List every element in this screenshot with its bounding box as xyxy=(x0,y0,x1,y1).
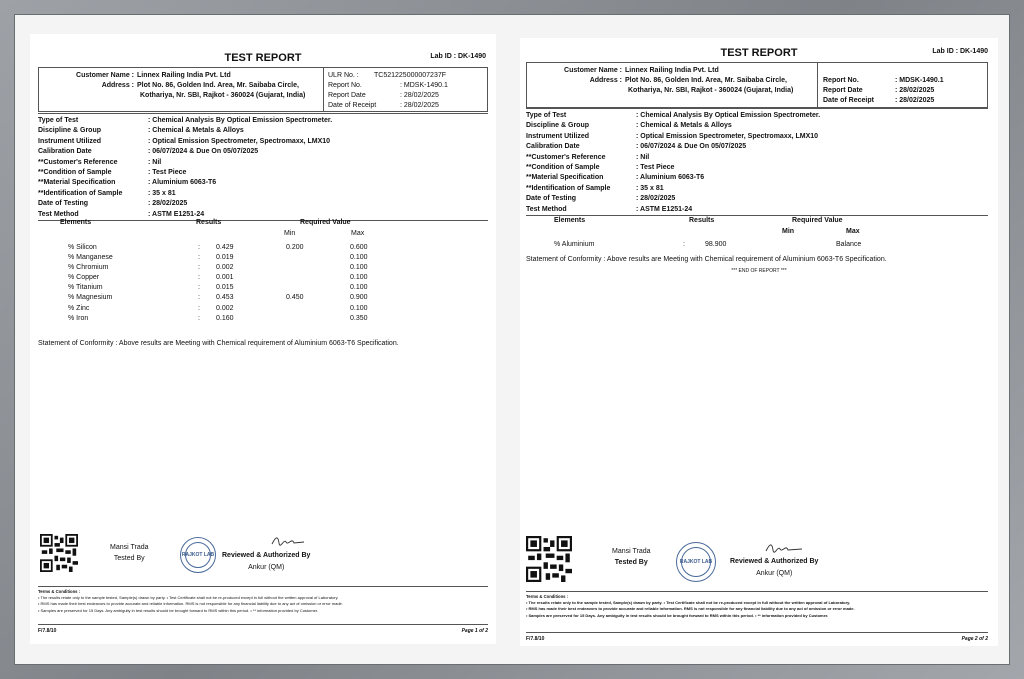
results-header-label: Results xyxy=(689,217,715,224)
max-header: Max xyxy=(351,230,365,237)
result-value: 0.160 xyxy=(216,314,234,322)
ulr-value: TC521225000007237F xyxy=(374,72,447,79)
max-value: 0.100 xyxy=(350,264,368,272)
box-divider xyxy=(323,68,324,111)
detail-row xyxy=(38,137,488,147)
result-value: 0.453 xyxy=(216,294,234,302)
max-value: 0.600 xyxy=(350,244,368,251)
detail-value: : ASTM E1251-24 xyxy=(148,210,205,218)
tested-by-label: Tested By xyxy=(614,559,648,566)
report-header xyxy=(30,52,496,68)
results-rows xyxy=(526,241,990,251)
result-row xyxy=(38,244,488,254)
element-name: % Silicon xyxy=(68,244,97,251)
detail-row xyxy=(526,184,988,194)
max-value: 0.100 xyxy=(350,274,368,282)
detail-value: : Chemical Analysis By Optical Emission Spectrometer. xyxy=(636,112,821,119)
term-line: • RMS has made their best endeavors to provide accurate and reliable information. RMS is not responsible for any financial liability due to any act of omission or error made. xyxy=(38,601,343,607)
min-value: 0.200 xyxy=(286,244,304,251)
report-date-value: : 28/02/2025 xyxy=(895,87,935,94)
report-date-label: Report Date xyxy=(328,92,366,99)
detail-row xyxy=(38,147,488,157)
detail-key: Date of Testing xyxy=(38,200,89,208)
results-header-label: Results xyxy=(196,219,222,226)
min-header: Min xyxy=(782,228,795,235)
term-line: • Samples are preserved for 15 Days. Any ambiguity in test results should be brought forward to RMS within this period. • ** information provided by Customer. xyxy=(526,612,829,618)
element-name: % Magnesium xyxy=(68,294,113,302)
detail-key: **Condition of Sample xyxy=(526,164,600,172)
result-row xyxy=(526,241,990,251)
results-header xyxy=(38,219,488,239)
detail-row xyxy=(526,142,988,152)
term-line: • The results relate only to the sample tested, Sample(s) drawn by party. • Test Certificate shall not be re-produced except in full without the written approval of Laboratory. xyxy=(38,595,339,601)
report-info xyxy=(823,76,944,106)
max-value: 0.100 xyxy=(350,254,368,262)
detail-value: : 35 x 81 xyxy=(636,184,664,192)
ulr-label: ULR No. : xyxy=(328,72,359,79)
report-info xyxy=(328,71,448,111)
detail-value: : Chemical & Metals & Alloys xyxy=(148,127,244,135)
max-value: 0.100 xyxy=(350,284,368,292)
reviewed-label: Reviewed & Authorized By xyxy=(222,552,311,559)
required-header: Required Value xyxy=(300,219,351,226)
detail-key: **Customer's Reference xyxy=(38,158,118,166)
detail-key: Test Method xyxy=(38,210,79,218)
result-separator: : xyxy=(198,254,200,262)
min-value: 0.450 xyxy=(286,294,304,302)
terms-block xyxy=(526,591,988,619)
report-title: TEST REPORT xyxy=(224,52,302,64)
result-row xyxy=(38,294,488,304)
result-row xyxy=(38,315,488,325)
element-name: % Chromium xyxy=(68,264,109,272)
detail-value: : Test Piece xyxy=(148,169,187,177)
result-separator: : xyxy=(683,241,685,248)
report-page-2 xyxy=(520,38,998,646)
form-number: F/7.8/10 xyxy=(38,628,57,634)
reviewed-by-block xyxy=(222,550,310,574)
detail-key: **Material Specification xyxy=(526,174,604,182)
receipt-date-label: Date of Receipt xyxy=(823,97,874,104)
report-no-label: Report No. xyxy=(823,77,859,84)
detail-key: Calibration Date xyxy=(526,143,580,151)
result-value: 0.002 xyxy=(216,264,234,272)
result-row xyxy=(38,254,488,264)
page-number: Page 1 of 2 xyxy=(461,628,488,634)
report-no-label: Report No. xyxy=(328,82,362,89)
element-name: % Aluminium xyxy=(554,241,595,248)
detail-row xyxy=(38,189,488,199)
reviewer-name: Ankur (QM) xyxy=(756,570,793,577)
receipt-date-value: : 28/02/2025 xyxy=(400,102,439,109)
detail-value: : 28/02/2025 xyxy=(148,200,188,208)
detail-row xyxy=(526,108,988,121)
detail-row xyxy=(38,126,488,136)
result-separator: : xyxy=(198,244,200,251)
detail-value: : 06/07/2024 & Due On 05/07/2025 xyxy=(148,148,259,156)
detail-row xyxy=(526,132,988,142)
box-divider xyxy=(817,63,818,107)
detail-key: Calibration Date xyxy=(38,148,92,156)
max-value: 0.100 xyxy=(350,304,368,312)
detail-value: : Nil xyxy=(636,153,650,161)
detail-value: : Optical Emission Spectrometer, Spectromaxx, LMX10 xyxy=(636,132,819,140)
test-details xyxy=(38,113,488,221)
customer-block xyxy=(57,71,305,101)
lab-seal-icon xyxy=(676,542,716,582)
customer-block xyxy=(545,66,793,96)
detail-key: **Customer's Reference xyxy=(526,153,606,161)
result-separator: : xyxy=(198,314,200,322)
address-label: Address : xyxy=(101,82,134,89)
result-row xyxy=(38,274,488,284)
test-details xyxy=(526,108,988,216)
detail-value: : Aluminium 6063-T6 xyxy=(148,179,217,187)
detail-value: : Test Piece xyxy=(636,164,675,172)
min-header: Min xyxy=(284,230,296,237)
detail-row xyxy=(38,158,488,168)
reviewed-label: Reviewed & Authorized By xyxy=(730,558,819,565)
seal-text: RAJKOT LAB xyxy=(679,559,713,565)
detail-key: Date of Testing xyxy=(526,195,577,203)
detail-key: Instrument Utilized xyxy=(38,137,102,145)
address-label: Address : xyxy=(589,77,622,84)
element-name: % Titanium xyxy=(68,284,103,292)
result-value: 0.001 xyxy=(216,274,234,282)
signature-scribble-icon xyxy=(270,534,306,548)
term-line: • RMS has made their best endeavors to provide accurate and reliable information. RMS is not responsible for any financial liability due to any act of omission or error made. xyxy=(526,606,855,612)
result-value: 0.019 xyxy=(216,254,234,262)
detail-key: Type of Test xyxy=(38,117,79,124)
result-row xyxy=(38,284,488,294)
result-separator: : xyxy=(198,304,200,312)
detail-row xyxy=(38,199,488,209)
address-line-2: Kothariya, Nr. SBI, Rajkot - 360024 (Gujarat, India) xyxy=(628,87,794,94)
qr-code-icon xyxy=(40,534,78,572)
detail-value: : Aluminium 6063-T6 xyxy=(636,174,705,182)
detail-value: : 35 x 81 xyxy=(148,189,176,197)
detail-key: **Identification of Sample xyxy=(526,184,611,192)
detail-row xyxy=(526,194,988,204)
tested-by-label: Tested By xyxy=(113,555,145,562)
address-line-1: Plot No. 86, Golden Ind. Area, Mr. Saibaba Circle, xyxy=(625,77,787,84)
report-page-1 xyxy=(30,34,496,644)
result-row xyxy=(38,264,488,274)
customer-report-box xyxy=(526,62,988,108)
detail-key: Discipline & Group xyxy=(38,127,102,135)
detail-row xyxy=(38,113,488,126)
detail-row xyxy=(526,121,988,131)
detail-key: **Identification of Sample xyxy=(38,189,123,197)
max-value: 0.350 xyxy=(350,314,368,322)
detail-row xyxy=(38,168,488,178)
qr-code-icon xyxy=(526,536,572,582)
detail-value: : Nil xyxy=(148,158,162,166)
result-value: 98.900 xyxy=(705,241,727,248)
elements-header: Elements xyxy=(554,217,586,224)
reviewer-name: Ankur (QM) xyxy=(248,564,285,571)
terms-block xyxy=(38,586,488,614)
receipt-date-value: : 28/02/2025 xyxy=(895,97,935,104)
element-name: % Zinc xyxy=(68,304,90,312)
form-number: F/7.8/10 xyxy=(526,636,545,642)
lab-id: Lab ID : DK-1490 xyxy=(430,53,486,60)
tester-name: Mansi Trada xyxy=(612,548,651,555)
tested-by-block xyxy=(110,542,149,564)
customer-name: Linnex Railing India Pvt. Ltd xyxy=(625,67,719,74)
result-separator: : xyxy=(198,264,200,272)
max-value: 0.900 xyxy=(350,294,368,302)
result-value: 0.015 xyxy=(216,284,234,292)
element-name: % Iron xyxy=(68,314,89,322)
required-header: Required Value xyxy=(792,217,843,224)
receipt-date-label: Date of Receipt xyxy=(328,102,377,109)
report-header xyxy=(520,47,998,63)
report-no-value: : MDSK-1490.1 xyxy=(895,77,944,84)
results-header xyxy=(526,217,990,237)
lab-id: Lab ID : DK-1490 xyxy=(932,48,988,55)
max-value: Balance xyxy=(836,241,862,248)
report-date-label: Report Date xyxy=(823,87,863,94)
page-footer xyxy=(38,624,488,634)
detail-value: : Chemical Analysis By Optical Emission Spectrometer. xyxy=(148,117,333,124)
report-no-value: : MDSK-1490.1 xyxy=(400,82,448,89)
detail-key: Instrument Utilized xyxy=(526,132,590,140)
result-separator: : xyxy=(198,284,200,292)
detail-value: : Chemical & Metals & Alloys xyxy=(636,122,732,130)
element-name: % Copper xyxy=(68,274,100,282)
detail-value: : 28/02/2025 xyxy=(636,195,676,203)
lab-seal-icon xyxy=(180,537,216,573)
customer-report-box xyxy=(38,67,488,112)
customer-label: Customer Name : xyxy=(564,67,622,74)
detail-key: Test Method xyxy=(526,205,567,213)
detail-row xyxy=(526,163,988,173)
reviewed-by-block xyxy=(730,556,818,580)
detail-value: : ASTM E1251-24 xyxy=(636,205,693,213)
detail-row xyxy=(526,205,988,216)
report-title: TEST REPORT xyxy=(720,47,798,59)
address-line-2: Kothariya, Nr. SBI, Rajkot - 360024 (Gujarat, India) xyxy=(140,92,306,99)
conformity-statement: Statement of Conformity : Above results are Meeting with Chemical requirement of Aluminium 6063-T6 Specification. xyxy=(526,256,887,263)
results-rows xyxy=(38,244,488,325)
elements-header: Elements xyxy=(60,219,92,226)
detail-key: Discipline & Group xyxy=(526,122,590,130)
term-line: • Samples are preserved for 15 Days. Any ambiguity in test results should be brought forward to RMS within this period. • ** information provided by Customer. xyxy=(38,607,319,613)
result-value: 0.002 xyxy=(216,304,234,312)
terms-title: Terms & Conditions : xyxy=(38,589,81,594)
end-of-report: *** END OF REPORT *** xyxy=(731,268,787,274)
seal-text: RAJKOT LAB xyxy=(181,552,215,558)
result-value: 0.429 xyxy=(216,244,234,251)
result-separator: : xyxy=(198,274,200,282)
result-separator: : xyxy=(198,294,200,302)
max-header: Max xyxy=(846,228,860,235)
page-footer xyxy=(526,632,988,642)
detail-row xyxy=(526,173,988,183)
signature-scribble-icon xyxy=(764,541,804,555)
term-line: • The results relate only to the sample tested, Sample(s) drawn by party. • Test Certificate shall not be re-produced except in full without the written approval of Laboratory. xyxy=(526,600,851,606)
detail-key: Type of Test xyxy=(526,112,567,119)
result-row xyxy=(38,305,488,315)
detail-row xyxy=(526,153,988,163)
detail-value: : 06/07/2024 & Due On 05/07/2025 xyxy=(636,143,747,151)
detail-value: : Optical Emission Spectrometer, Spectromaxx, LMX10 xyxy=(148,137,331,145)
detail-row xyxy=(38,178,488,188)
terms-title: Terms & Conditions : xyxy=(526,594,569,599)
customer-label: Customer Name : xyxy=(76,72,134,79)
page-number: Page 2 of 2 xyxy=(961,636,988,642)
conformity-statement: Statement of Conformity : Above results are Meeting with Chemical requirement of Aluminium 6063-T6 Specification. xyxy=(38,340,399,347)
detail-key: **Condition of Sample xyxy=(38,169,112,177)
report-date-value: : 28/02/2025 xyxy=(400,92,439,99)
element-name: % Manganese xyxy=(68,254,113,262)
detail-key: **Material Specification xyxy=(38,179,116,187)
tested-by-block xyxy=(612,546,651,568)
address-line-1: Plot No. 86, Golden Ind. Area, Mr. Saibaba Circle, xyxy=(137,82,299,89)
customer-name: Linnex Railing India Pvt. Ltd xyxy=(137,72,231,79)
tester-name: Mansi Trada xyxy=(110,544,149,551)
